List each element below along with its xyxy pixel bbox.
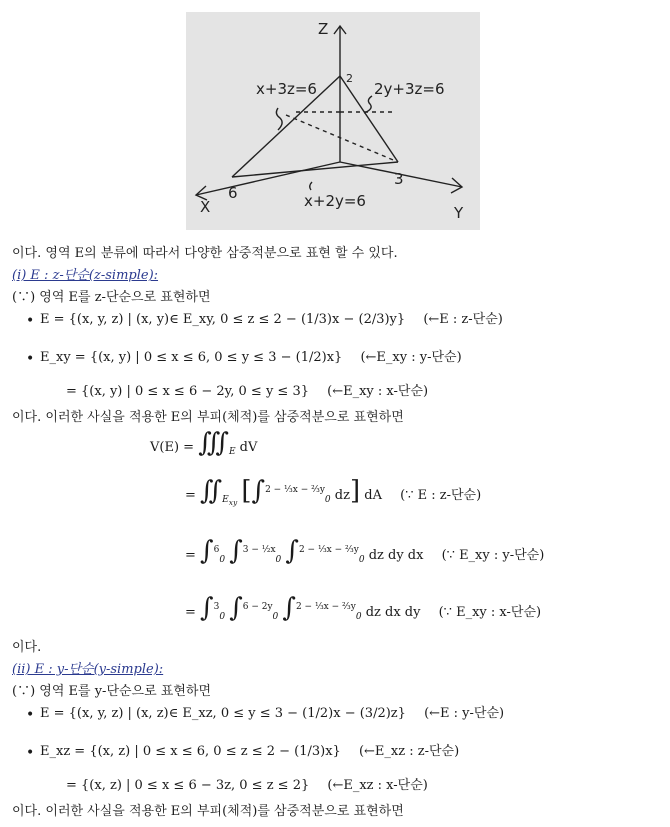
tetrahedron-sketch [186,12,480,230]
case2-E-note: (←E : y-단순) [424,706,505,721]
hidden-line-1 [286,115,398,162]
case2-Exz-def2 [66,774,428,793]
case2-Exz-expr1: E_xz = {(x, z) | 0 ≤ x ≤ 6, 0 ≤ z ≤ 2 − (1/3)x} [40,744,341,759]
case2-E-def [40,702,504,721]
case2-Exz-note1: (←E_xz : z-단순) [358,744,460,759]
bullet-3: • [26,707,35,723]
case1-E-note: (←E : z-단순) [423,312,503,327]
bullet-4: • [26,745,35,761]
volume-row4-note: (∵ E_xy : x-단순) [438,605,542,620]
volume-row3-differentials: dz dy dx [368,548,424,563]
case1-Exy-expr1: E_xy = {(x, y) | 0 ≤ x ≤ 6, 0 ≤ y ≤ 3 − (1/2)x} [40,350,343,365]
leader-xz [276,108,282,130]
double-integral-sign: ∬ [200,476,223,506]
volume-row3-note: (∵ E_xy : y-단순) [441,548,545,563]
volume-row-3: = ∫$^6_0$ ∫$^{3 - \frac{1}{2}x}_0$ ∫$^{2 - \frac{1}{3}x - \frac{2}{3}y}_0$ dz dy dx (∵ E_xy : y-단순) [185,536,545,566]
tick-label-y: 3 [394,170,404,188]
volume-row4-differentials: dz dx dy [365,605,421,620]
volume-row-1: $V(E) = ∭_E$ dV [150,428,258,458]
axis-label-x: X [200,198,211,216]
volume-dz: dz [334,488,350,503]
x-axis [196,162,340,195]
case1-lead: (∵) 영역 E를 z-단순으로 표현하면 [12,290,211,305]
volume-row2-note: (∵ E : z-단순) [400,488,482,503]
case2-E-expr: E = {(x, y, z) | (x, z)∈ E_xz, 0 ≤ y ≤ 3 − (1/2)x − (3/2)z} [40,706,406,721]
volume-VE: V(E) = [150,440,195,455]
case1-Exy-expr2: = {(x, y) | 0 ≤ x ≤ 6 − 2y, 0 ≤ y ≤ 3} [66,384,309,399]
tick-label-z: 2 [346,72,353,85]
case2-Exz-expr2: = {(x, z) | 0 ≤ x ≤ 6 − 3z, 0 ≤ z ≤ 2} [66,778,310,793]
triple-integral-sign: ∭ [198,428,229,458]
intro-text: 이다. 영역 E의 분류에 따라서 다양한 삼중적분으로 표현 할 수 있다. [12,246,398,261]
volume-row-2: = $∬_{E_{xy}}$ [∫$^{2 - \frac{1}{3}x - \frac{2}{3}y}_0$ dz] dA (∵ E : z-단순) [185,476,482,507]
plane-label-xy: x+2y=6 [304,192,366,210]
volume-dA: dA [364,488,382,503]
case2-Exz-note2: (←E_xz : x-단순) [327,778,428,793]
volume-dV: dV [239,440,258,455]
case2-lead: (∵) 영역 E를 y-단순으로 표현하면 [12,684,212,699]
edge-x-y [232,162,398,177]
leader-yz [364,96,372,113]
case2-title: (ii) E : y-단순(y-simple): [12,662,164,677]
case1-Exy-note1: (←E_xy : y-단순) [360,350,462,365]
case1-Exy-def2 [66,380,428,399]
case1-Exy-def1 [40,346,462,365]
case1-E-def [40,308,503,327]
axis-label-y: Y [454,204,464,222]
case1-Exy-note2: (←E_xy : x-단순) [327,384,429,399]
plane-label-yz: 2y+3z=6 [374,80,445,98]
case1-title: (i) E : z-단순(z-simple): [12,268,159,283]
bullet-1: • [26,313,35,329]
plane-label-xz: x+3z=6 [256,80,317,98]
ida-text: 이다. [12,640,42,655]
leader-xy [310,182,312,190]
bullet-2: • [26,351,35,367]
tetrahedron-figure [186,12,480,230]
case2-Exz-def1 [40,740,459,759]
volume-row-4: = ∫$^3_0$ ∫$^{6 - 2y}_0$ ∫$^{2 - \frac{1}{3}x - \frac{2}{3}y}_0$ dz dx dy (∵ E_xy : x-단순) [185,593,542,623]
case2-volume-lead: 이다. 이러한 사실을 적용한 E의 부피(체적)를 삼중적분으로 표현하면 [12,804,404,819]
case1-volume-lead: 이다. 이러한 사실을 적용한 E의 부피(체적)를 삼중적분으로 표현하면 [12,410,404,425]
axis-label-z: Z [318,20,329,38]
case1-E-expr: E = {(x, y, z) | (x, y)∈ E_xy, 0 ≤ z ≤ 2 − (1/3)x − (2/3)y} [40,312,406,327]
tick-label-x: 6 [228,184,238,202]
